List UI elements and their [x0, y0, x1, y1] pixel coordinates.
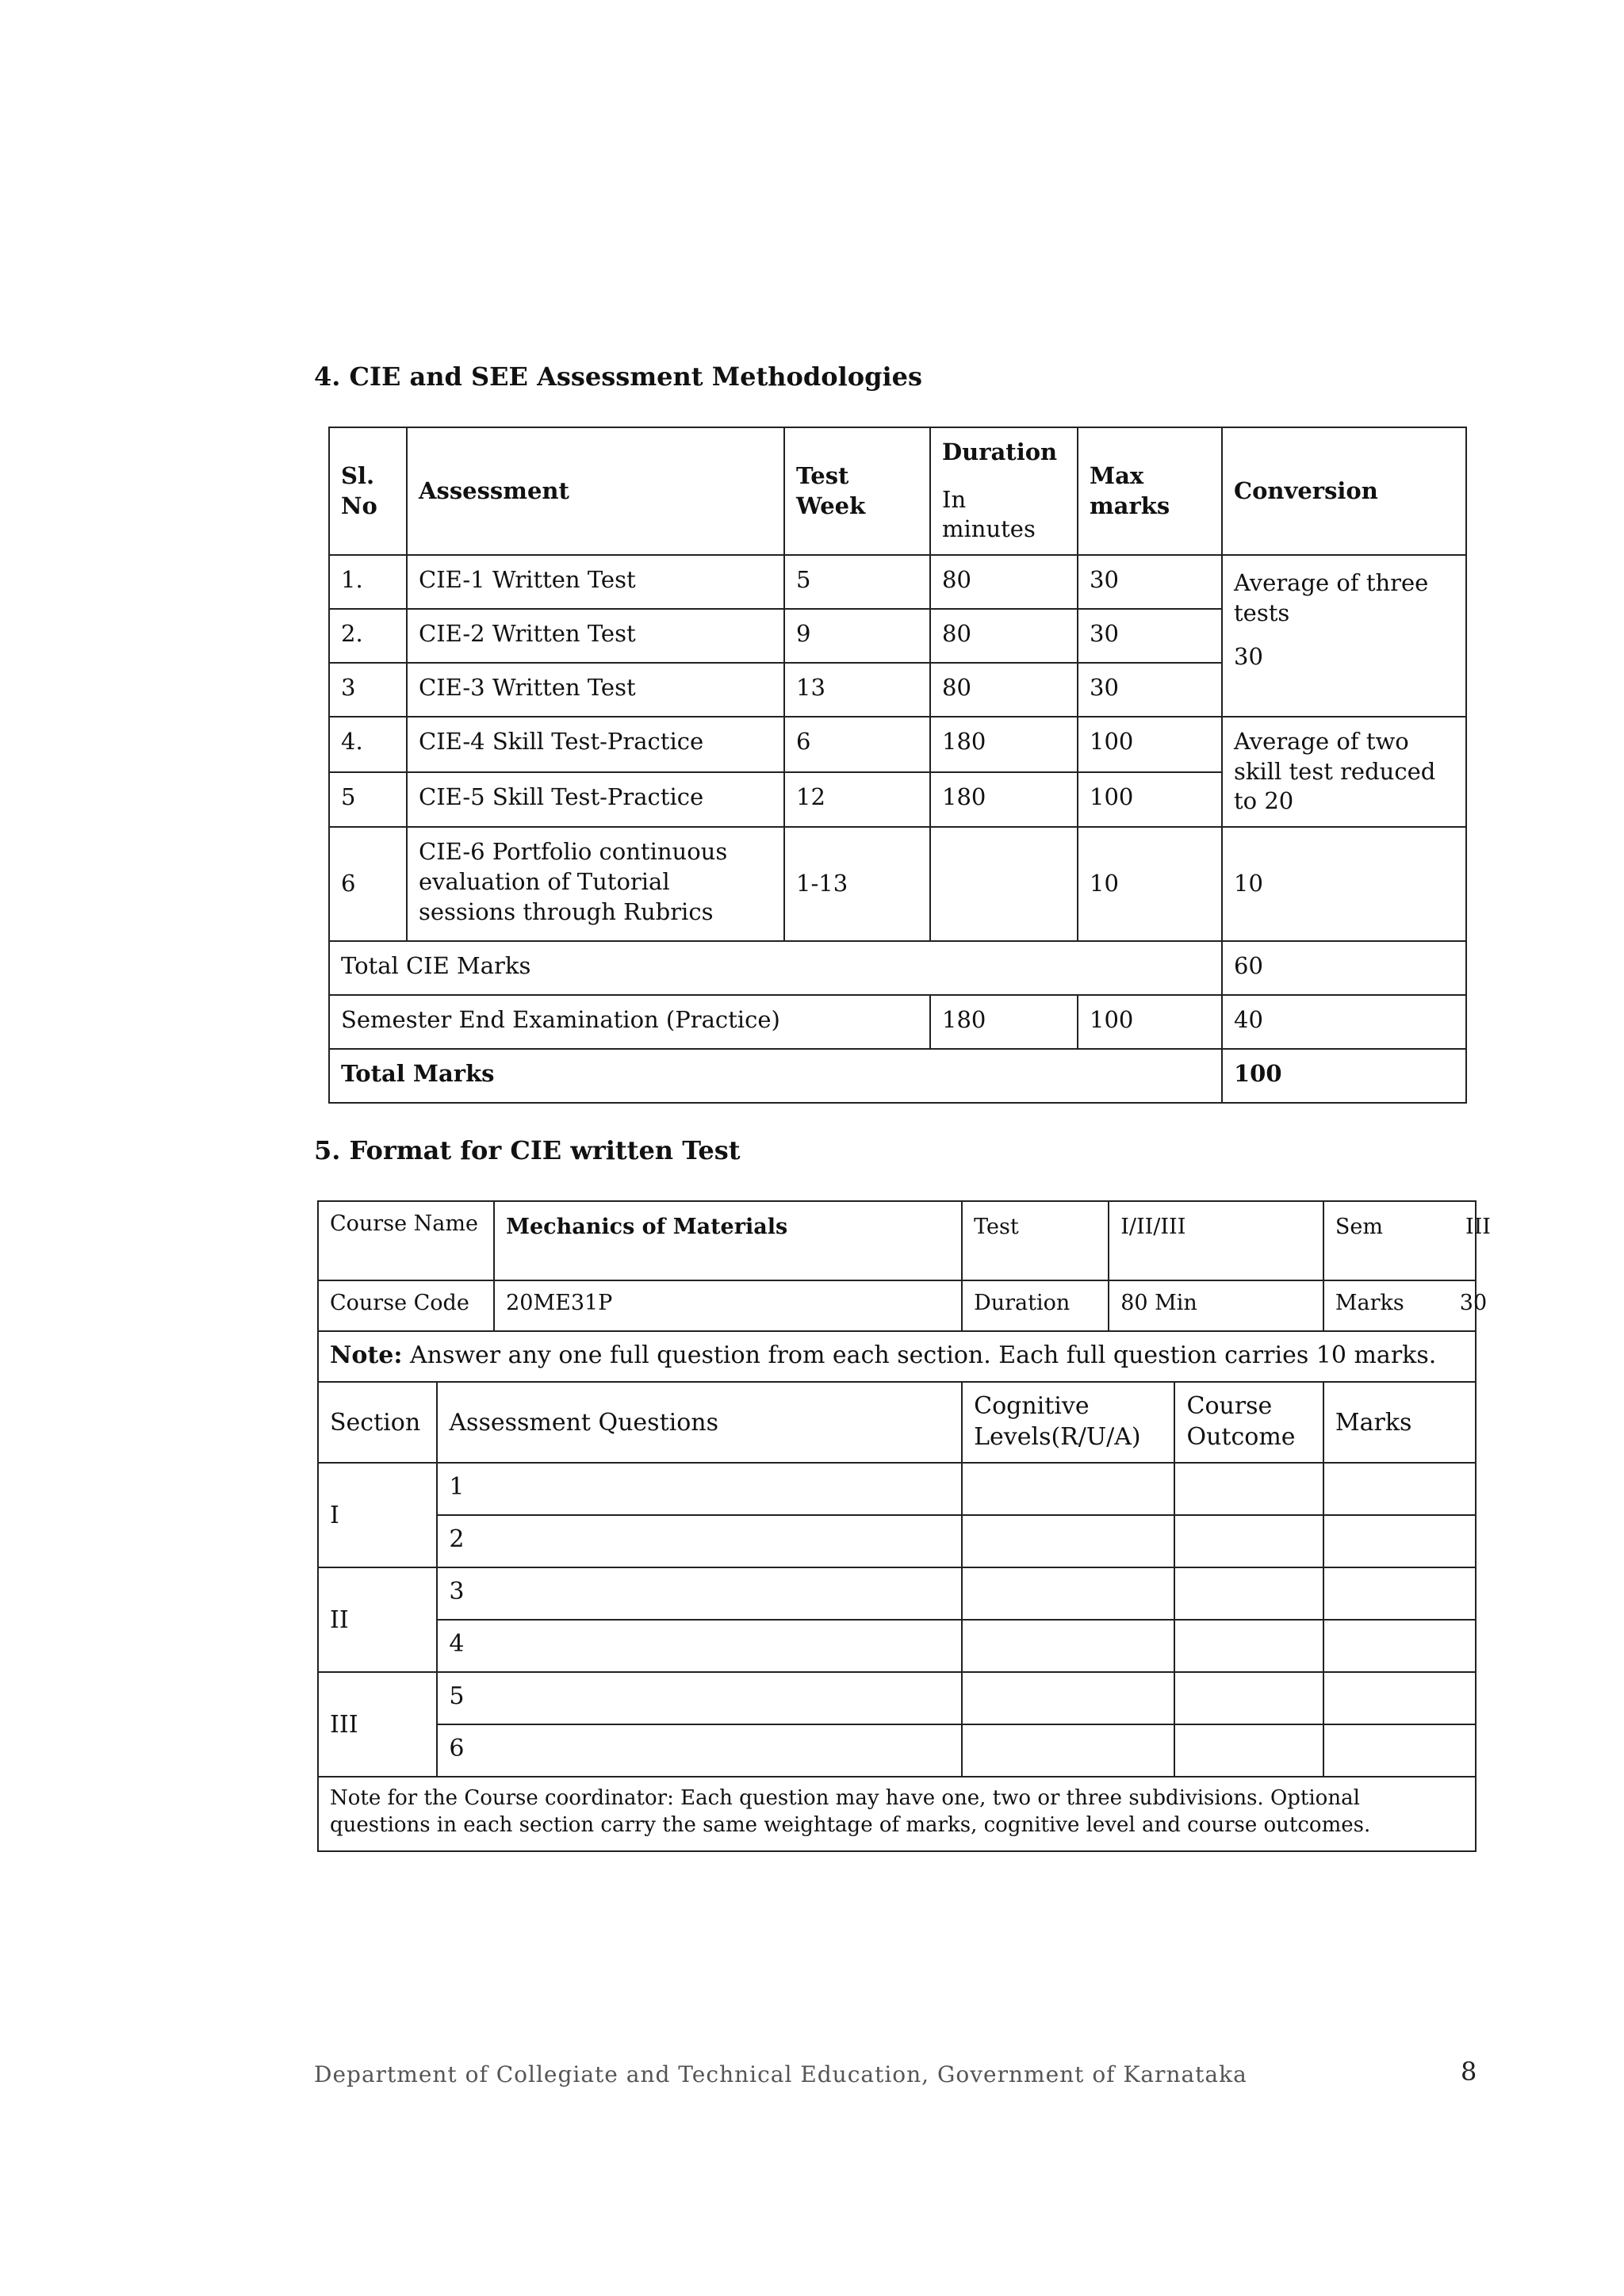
question-number: 2	[437, 1515, 962, 1567]
cell-duration: 80	[930, 609, 1078, 663]
cognitive-cell	[962, 1620, 1174, 1672]
section-label: I	[318, 1463, 437, 1567]
conversion-written-text: Average of three tests	[1234, 569, 1429, 626]
table-row	[329, 827, 1466, 941]
section-5-heading: 5. Format for CIE written Test	[314, 1135, 741, 1165]
question-row	[318, 1463, 1476, 1515]
outcome-cell	[1174, 1463, 1323, 1515]
header-duration-label: Duration	[942, 438, 1058, 465]
outcome-cell	[1174, 1672, 1323, 1724]
header-assessment: Assessment	[407, 427, 784, 555]
cell-assessment: CIE-5 Skill Test-Practice	[407, 772, 784, 828]
col-questions: Assessment Questions	[437, 1382, 962, 1463]
cell-conversion-portfolio: 10	[1222, 827, 1466, 941]
question-row	[318, 1620, 1476, 1672]
marks-label: Marks	[1335, 1291, 1404, 1315]
question-row	[318, 1515, 1476, 1567]
marks-cell	[1323, 1463, 1476, 1515]
cell-week: 12	[784, 772, 930, 828]
see-duration-cell	[930, 995, 1078, 1049]
header-duration-sub: In minutes	[942, 485, 1036, 543]
header-max-marks: Max marks	[1078, 427, 1222, 555]
cell-max: 10	[1078, 827, 1222, 941]
header-slno: Sl. No	[329, 427, 407, 555]
conversion-written-value: 30	[1234, 643, 1263, 671]
cell-week: 13	[784, 663, 930, 717]
marks-cell	[1323, 1620, 1476, 1672]
cell-duration	[930, 827, 1078, 941]
table-row	[329, 717, 1466, 772]
course-name-label: Course Name	[318, 1201, 494, 1280]
section-label: II	[318, 1567, 437, 1672]
question-row	[318, 1724, 1476, 1777]
section-4-heading: 4. CIE and SEE Assessment Methodologies	[314, 362, 923, 392]
duration-label: Duration	[962, 1280, 1109, 1331]
page-number: 8	[1461, 2057, 1477, 2087]
cell-no: 1.	[329, 555, 407, 609]
sem-label: Sem	[1335, 1215, 1383, 1239]
section-label: III	[318, 1672, 437, 1777]
header-test-week: Test Week	[784, 427, 930, 555]
see-max: 100	[1078, 995, 1222, 1049]
cell-week: 5	[784, 555, 930, 609]
cell-no: 6	[329, 827, 407, 941]
cell-max: 30	[1078, 555, 1222, 609]
question-number: 6	[437, 1724, 962, 1777]
course-name: Mechanics of Materials	[494, 1201, 962, 1280]
cell-no: 5	[329, 772, 407, 828]
cell-no: 3	[329, 663, 407, 717]
assessment-methodologies-table	[328, 427, 1467, 1104]
marks-cell	[1323, 1280, 1488, 1331]
question-row	[318, 1567, 1476, 1620]
marks-cell	[1323, 1672, 1476, 1724]
col-marks: Marks	[1323, 1382, 1476, 1463]
cell-assessment: CIE-1 Written Test	[407, 555, 784, 609]
cell-assessment: CIE-6 Portfolio continuous evaluation of Tutorial sessions through Rubrics	[407, 827, 784, 941]
header-conversion: Conversion	[1222, 427, 1466, 555]
see-duration: 180	[942, 1006, 986, 1034]
cell-conversion-written	[1222, 555, 1466, 717]
cell-conversion-skill: Average of two skill test reduced to 20	[1222, 717, 1466, 827]
cell-week: 9	[784, 609, 930, 663]
col-cognitive: Cognitive Levels(R/U/A)	[962, 1382, 1174, 1463]
cell-assessment: CIE-3 Written Test	[407, 663, 784, 717]
cell-duration: 180	[930, 772, 1078, 828]
cell-max: 100	[1078, 717, 1222, 772]
course-code: 20ME31P	[494, 1280, 962, 1331]
cell-no: 2.	[329, 609, 407, 663]
question-row	[318, 1672, 1476, 1724]
outcome-cell	[1174, 1724, 1323, 1777]
outcome-cell	[1174, 1515, 1323, 1567]
marks-value: 30	[1459, 1291, 1488, 1315]
see-row	[329, 995, 1466, 1049]
cell-week: 6	[784, 717, 930, 772]
question-number: 3	[437, 1567, 962, 1620]
note-text: Answer any one full question from each section. Each full question carries 10 marks.	[402, 1341, 1437, 1369]
cognitive-cell	[962, 1567, 1174, 1620]
total-marks-value: 100	[1222, 1049, 1466, 1103]
cognitive-cell	[962, 1463, 1174, 1515]
marks-cell	[1323, 1515, 1476, 1567]
cognitive-cell	[962, 1515, 1174, 1567]
sem-value: III	[1465, 1215, 1491, 1239]
cell-assessment: CIE-4 Skill Test-Practice	[407, 717, 784, 772]
cognitive-cell	[962, 1672, 1174, 1724]
cell-max: 30	[1078, 663, 1222, 717]
coordinator-note: Note for the Course coordinator: Each question may have one, two or three subdivisions. Optional questions in each section carry the same weightage of marks, cognitive level and course outcomes.	[318, 1777, 1476, 1851]
total-cie-value: 60	[1222, 941, 1466, 995]
col-section: Section	[318, 1382, 437, 1463]
marks-cell	[1323, 1567, 1476, 1620]
col-outcome: Course Outcome	[1174, 1382, 1323, 1463]
total-marks-label: Total Marks	[329, 1049, 1222, 1103]
see-label: Semester End Examination (Practice)	[341, 1006, 780, 1034]
cell-duration: 80	[930, 555, 1078, 609]
test-value: I/II/III	[1109, 1201, 1323, 1280]
cell-max: 30	[1078, 609, 1222, 663]
cie-test-format-table	[317, 1200, 1491, 1852]
table-row	[329, 555, 1466, 609]
outcome-cell	[1174, 1620, 1323, 1672]
question-number: 1	[437, 1463, 962, 1515]
cell-duration: 80	[930, 663, 1078, 717]
page-footer: Department of Collegiate and Technical Education, Government of Karnataka	[314, 2061, 1247, 2087]
question-number: 4	[437, 1620, 962, 1672]
instruction-note	[318, 1331, 1476, 1382]
total-cie-row	[329, 941, 1466, 995]
see-label-cell	[329, 995, 930, 1049]
see-conversion: 40	[1222, 995, 1466, 1049]
cell-week: 1-13	[784, 827, 930, 941]
cell-no: 4.	[329, 717, 407, 772]
cognitive-cell	[962, 1724, 1174, 1777]
total-cie-label: Total CIE Marks	[329, 941, 1222, 995]
test-label: Test	[962, 1201, 1109, 1280]
header-duration	[930, 427, 1078, 555]
question-number: 5	[437, 1672, 962, 1724]
note-label: Note:	[330, 1341, 403, 1369]
cell-duration: 180	[930, 717, 1078, 772]
duration-value: 80 Min	[1109, 1280, 1323, 1331]
outcome-cell	[1174, 1567, 1323, 1620]
marks-cell	[1323, 1724, 1476, 1777]
total-marks-row	[329, 1049, 1466, 1103]
course-code-label: Course Code	[318, 1280, 494, 1331]
cell-max: 100	[1078, 772, 1222, 828]
sem-cell	[1323, 1201, 1491, 1280]
cell-assessment: CIE-2 Written Test	[407, 609, 784, 663]
